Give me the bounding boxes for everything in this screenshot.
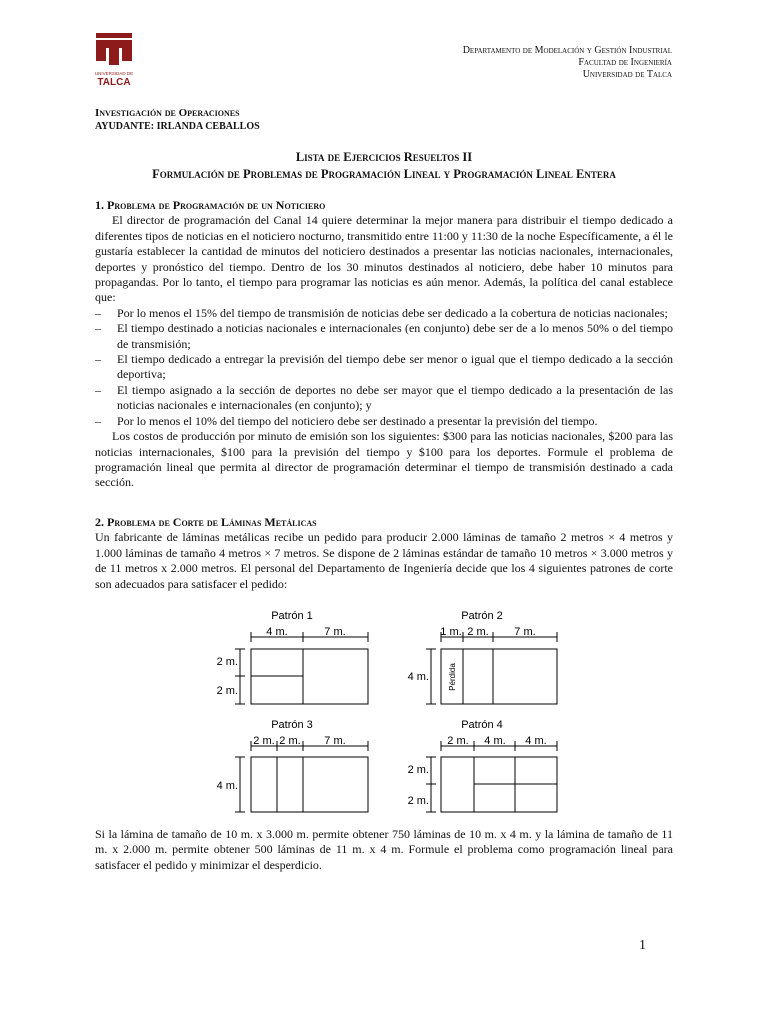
problem-1: [95, 198, 673, 491]
list-item: – Por lo menos el 15% del tiempo de transmisión de noticias debe ser dedicado a la cobertura de noticias nacionales;: [95, 305, 668, 320]
problem-1-intro: El director de programación del Canal 14 quiere determinar la mejor manera para distribuir el tiempo dedicado a diferentes tipos de noticias en el noticiero nocturno, transmitido entre 11:00 y 11:30 de la noche Específicamente, a él le gustaría establecer la cantidad de minutos del noticiero destinados a presentar las noticias nacionales, internacionales, deportes y pronóstico del tiempo. Dentro de los 30 minutos destinados al noticiero, debe haber 10 minutos para propagandas. Por lo tanto, el tiempo para programar las noticias es aún menor. Además, la política del canal establece que:: [95, 213, 673, 305]
pattern-2: [426, 632, 557, 704]
pattern-2-title: Patrón 2: [461, 610, 503, 622]
pattern-2-sheet: [441, 649, 557, 704]
pattern-4-top-dim: 2 m.: [447, 735, 469, 747]
assistant-name: AYUDANTE: IRLANDA CEBALLOS: [95, 121, 260, 132]
pattern-4: [426, 741, 557, 812]
logo-text-large: TALCA: [97, 77, 131, 88]
problem-1-heading: 1. Problema de Programación de un Noticiero: [95, 198, 326, 212]
pattern-1: [235, 632, 368, 704]
pattern-4-top-dim: 4 m.: [525, 735, 547, 747]
list-item: – Por lo menos el 10% del tiempo del noticiero debe ser destinado a presentar la previsión del tiempo.: [95, 413, 598, 428]
logo-text-small: UNIVERSIDAD DE: [94, 71, 134, 76]
list-item: – El tiempo asignado a la sección de deportes no debe ser mayor que el tiempo dedicado a la presentación de las noticias nacionales e internacionales (en conjunto); y: [95, 382, 673, 413]
pattern-3-sheet: [251, 757, 368, 812]
university-line: Universidad de Talca: [582, 69, 672, 80]
list-item: – El tiempo destinado a noticias nacionales e internacionales (en conjunto) debe ser de a lo menos 50% o del tiempo de transmisión;: [95, 321, 673, 351]
problem-2: [95, 515, 673, 592]
university-logo: [94, 33, 134, 91]
pattern-2-top-dim: 2 m.: [467, 626, 489, 638]
problem-2-intro: Un fabricante de láminas metálicas recibe un pedido para producir 2.000 láminas de tamaño 2 metros × 4 metros y 1.000 láminas de tamaño 4 metros × 7 metros. Se dispone de 2 láminas estándar de tamaño 10 metros × 3.000 metros y de 11 metros x 2.000 metros. El personal del Departamento de Ingeniería decide que los 4 siguientes patrones de corte son adecuados para satisfacer el pedido:: [95, 530, 673, 591]
pattern-1-top-dim: 4 m.: [266, 626, 288, 638]
pattern-1-side-dim: 2 m.: [216, 685, 238, 697]
pattern-3-top-dim: 2 m.: [253, 735, 275, 747]
pattern-3-top-dim: 7 m.: [324, 735, 346, 747]
dept-line: Departamento de Modelación y Gestión Industrial: [462, 45, 672, 56]
pattern-2-side-dim: 4 m.: [407, 671, 429, 683]
pattern-3-side-dim: 4 m.: [216, 780, 238, 792]
pattern-1-side-dim: 2 m.: [216, 656, 238, 668]
cutting-patterns-diagram: [200, 600, 580, 820]
pattern-4-side-dim: 2 m.: [407, 764, 429, 776]
course-name: Investigación de Operaciones: [95, 107, 240, 119]
doc-title: Lista de Ejercicios Resueltos II: [295, 150, 473, 164]
pattern-2-top-dim: 1 m.: [440, 626, 462, 638]
pattern-4-side-dim: 2 m.: [407, 795, 429, 807]
doc-subtitle: Formulación de Problemas de Programación Lineal y Programación Lineal Entera: [152, 167, 616, 181]
pattern-1-top-dim: 7 m.: [324, 626, 346, 638]
problem-1-list: [95, 306, 673, 429]
pattern-3: [235, 741, 368, 812]
pattern-2-waste-label: Pérdida: [448, 663, 457, 691]
pattern-4-title: Patrón 4: [461, 719, 503, 731]
pattern-1-title: Patrón 1: [271, 610, 313, 622]
course-info: [95, 107, 260, 133]
problem-1-closing: Los costos de producción por minuto de emisión son los siguientes: $300 para las noticias nacionales, $200 para las noticias internacionales, $100 para la previsión del tiempo y $100 para los deportes. Formule el problema de programación lineal que permita al director de programación determinar el tiempo de transmisión destinado a cada sección.: [95, 429, 673, 490]
department-header: [463, 45, 672, 81]
pattern-2-top-dim: 7 m.: [514, 626, 536, 638]
problem-2-heading: 2. Problema de Corte de Láminas Metálicas: [95, 515, 317, 529]
problem-2-closing: Si la lámina de tamaño de 10 m. x 3.000 m. permite obtener 750 láminas de 10 m. x 4 m. y la lámina de tamaño de 11 m. x 2.000 m. permite obtener 500 láminas de 11 m. x 4 m. Formule el problema como programación lineal para satisfacer el pedido y minimizar el desperdicio.: [95, 827, 673, 872]
pattern-4-top-dim: 4 m.: [484, 735, 506, 747]
faculty-line: Facultad de Ingeniería: [578, 57, 672, 68]
pattern-3-top-dim: 2 m.: [279, 735, 301, 747]
list-item: – El tiempo dedicado a entregar la previsión del tiempo debe ser menor o igual que el tiempo dedicado a la sección deportiva;: [95, 352, 673, 382]
pattern-3-title: Patrón 3: [271, 719, 313, 731]
page-number: 1: [639, 938, 646, 953]
